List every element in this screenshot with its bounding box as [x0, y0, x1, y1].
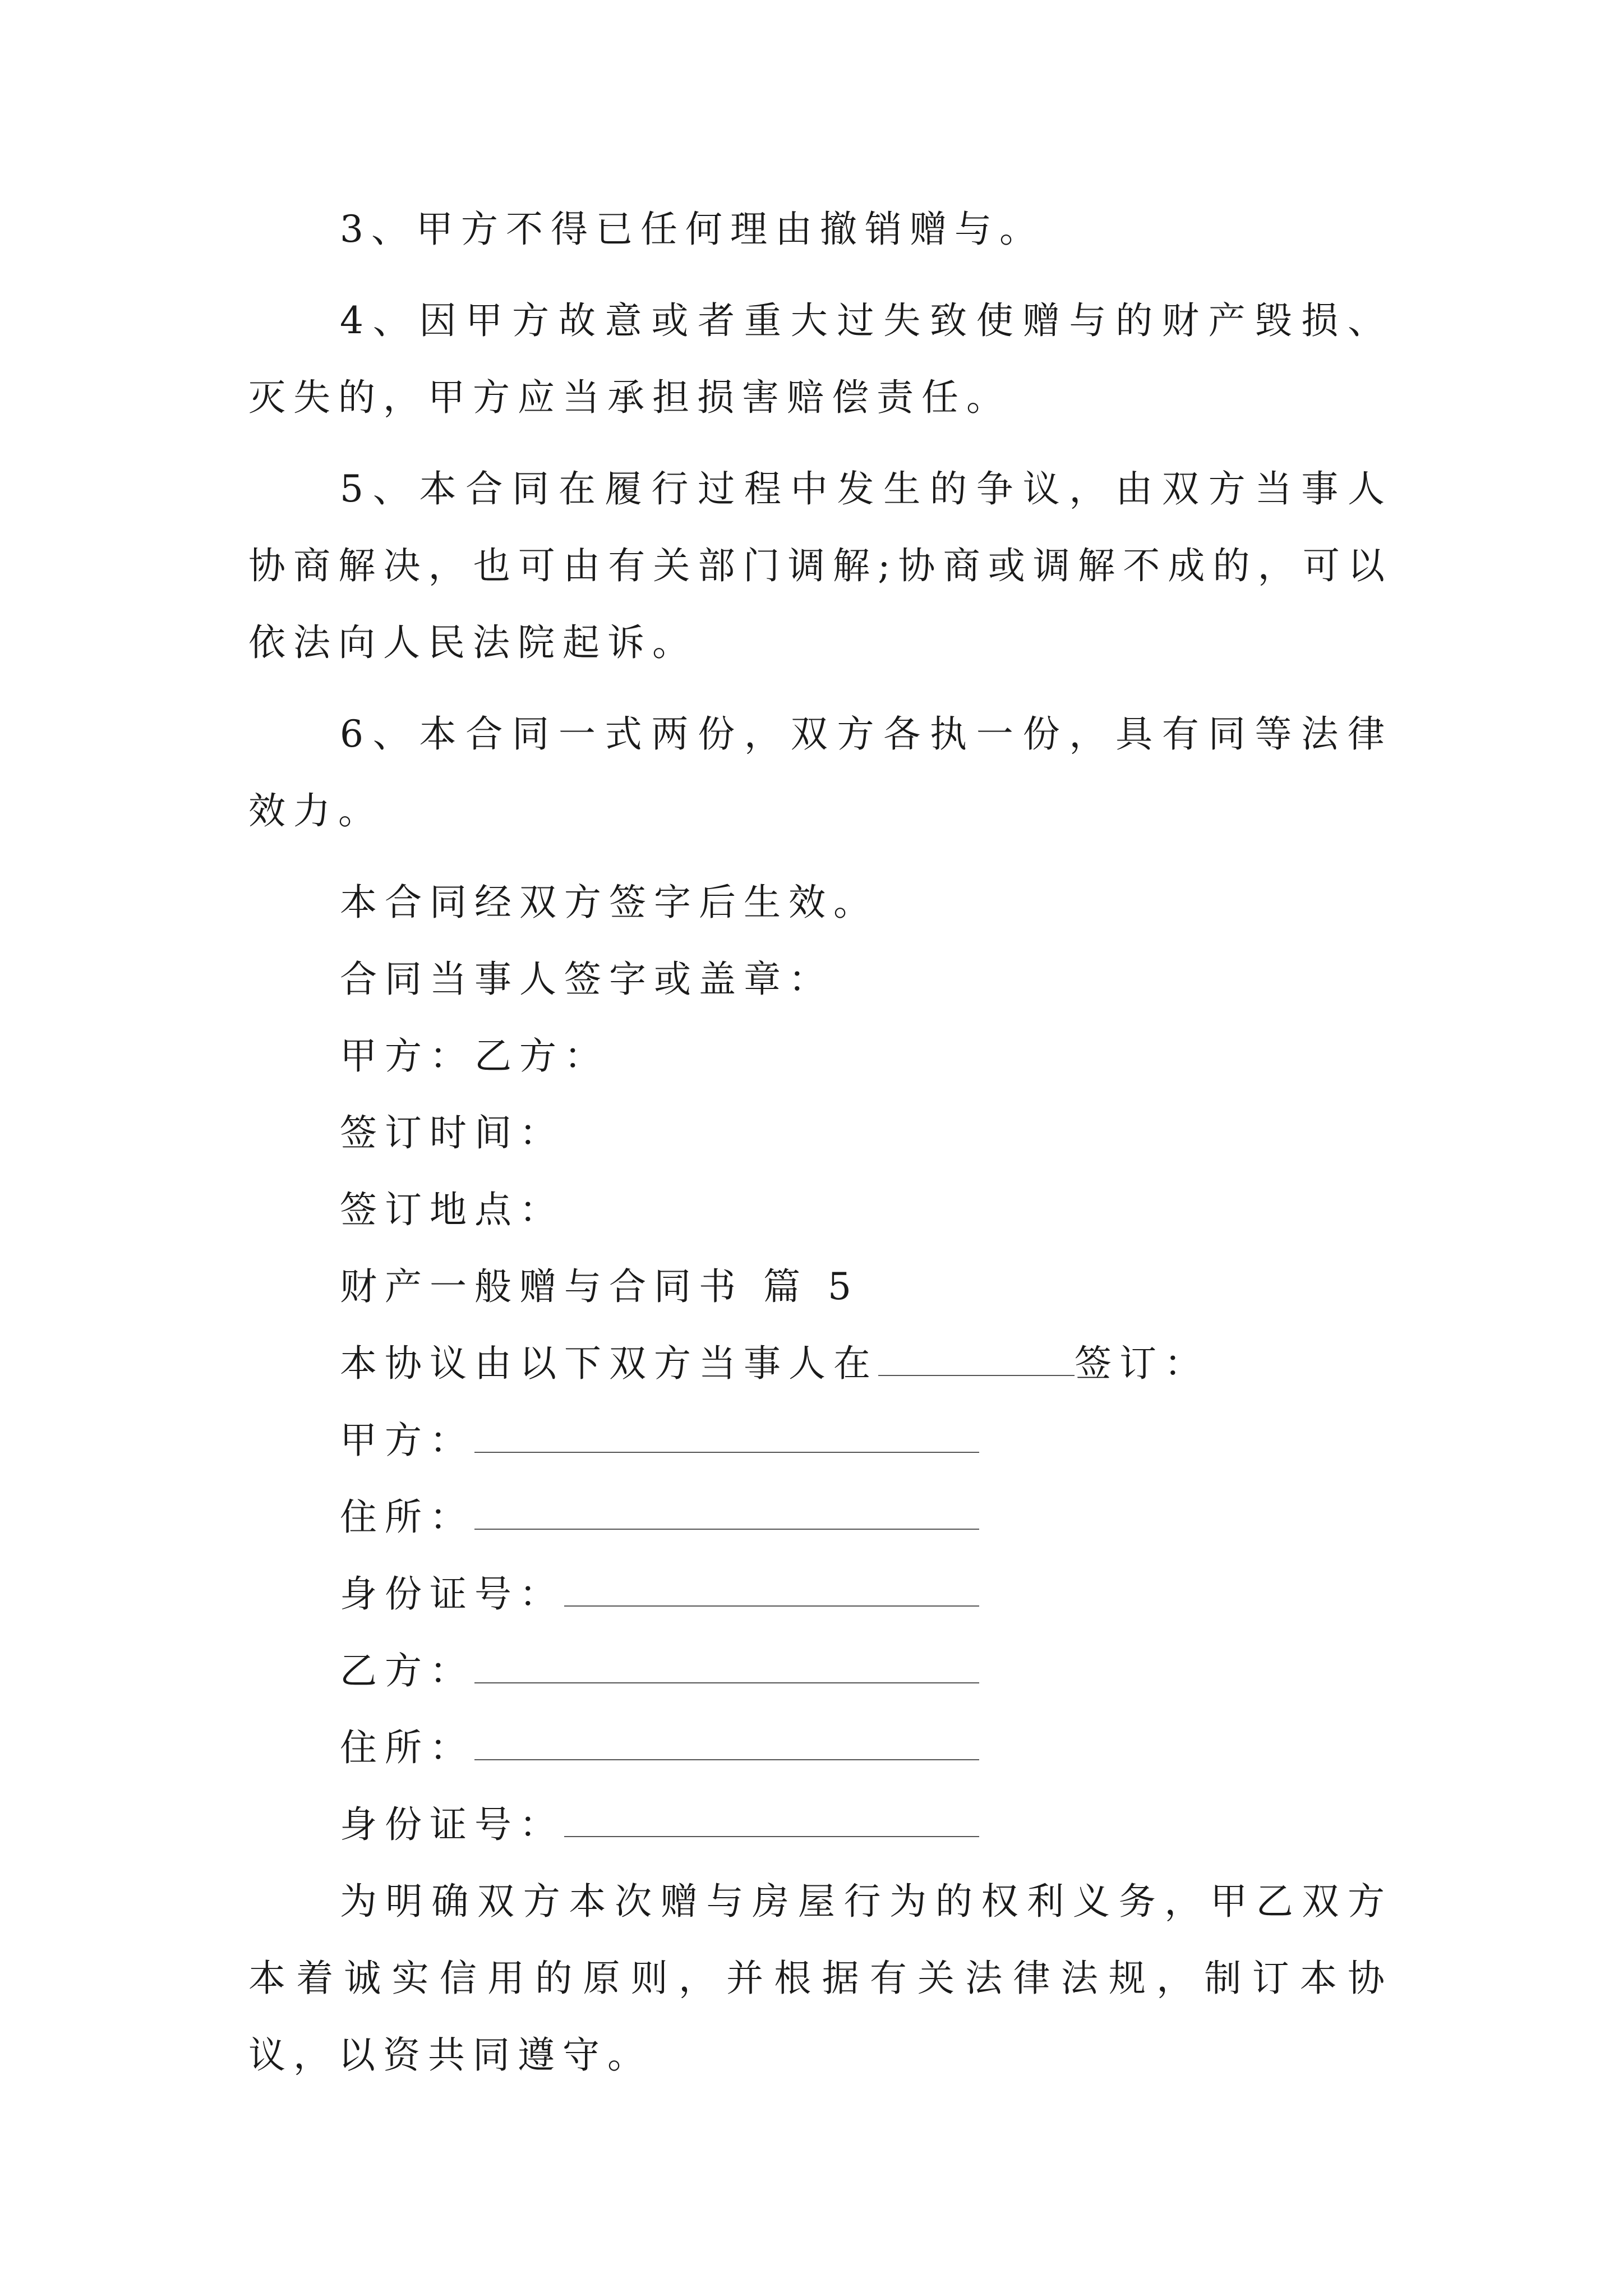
clause-4: 4、因甲方故意或者重大过失致使赠与的财产毁损、灭失的，甲方应当承担损害赔偿责任。: [248, 299, 1393, 419]
party-b-id-row: [248, 1786, 1393, 1863]
party-a-address-row: [248, 1479, 1393, 1556]
preamble-paragraph: 为明确双方本次赠与房屋行为的权利义务，甲乙双方本着诚实信用的原则，并根据有关法律法规，制订本协议，以资共同遵守。: [248, 1880, 1393, 2077]
parties-signature-line: 甲方：乙方：: [340, 1034, 609, 1078]
party-b-id-label: 身份证号：: [340, 1803, 564, 1846]
agreement-intro-suffix: 签订：: [1075, 1342, 1209, 1385]
party-a-id-blank[interactable]: [564, 1573, 979, 1607]
section-title: 财产一般赠与合同书 篇 5: [340, 1265, 859, 1308]
party-a-blank[interactable]: [474, 1419, 979, 1453]
clause-5: 5、本合同在履行过程中发生的争议，由双方当事人协商解决，也可由有关部门调解;协商或调解不成的，可以依法向人民法院起诉。: [248, 467, 1393, 664]
party-b-address-label: 住所：: [340, 1726, 474, 1769]
party-a-address-blank[interactable]: [474, 1496, 979, 1530]
signature-heading: 合同当事人签字或盖章：: [340, 958, 833, 1001]
party-b-address-row: [248, 1709, 1393, 1786]
agreement-intro-text: 本协议由以下双方当事人在: [340, 1342, 878, 1385]
party-a-id-row: [248, 1556, 1393, 1632]
party-a-label: 甲方：: [340, 1419, 474, 1462]
effective-statement: 本合同经双方签字后生效。: [340, 881, 878, 924]
signing-location-blank[interactable]: [878, 1342, 1075, 1376]
party-b-address-blank[interactable]: [474, 1727, 979, 1760]
agreement-intro-line: [248, 1325, 1393, 1402]
party-b-label: 乙方：: [340, 1649, 474, 1692]
party-a-id-label: 身份证号：: [340, 1572, 564, 1616]
document-body: [248, 191, 1393, 2108]
clause-6: 6、本合同一式两份，双方各执一份，具有同等法律效力。: [248, 712, 1393, 832]
clause-3: 3、甲方不得已任何理由撤销赠与。: [340, 208, 1044, 251]
party-b-id-blank[interactable]: [564, 1803, 979, 1837]
signing-place-line: 签订地点：: [340, 1188, 564, 1231]
party-a-address-label: 住所：: [340, 1496, 474, 1539]
signing-time-line: 签订时间：: [340, 1111, 564, 1154]
party-b-blank[interactable]: [474, 1650, 979, 1683]
party-a-row: [248, 1402, 1393, 1479]
party-b-row: [248, 1632, 1393, 1709]
